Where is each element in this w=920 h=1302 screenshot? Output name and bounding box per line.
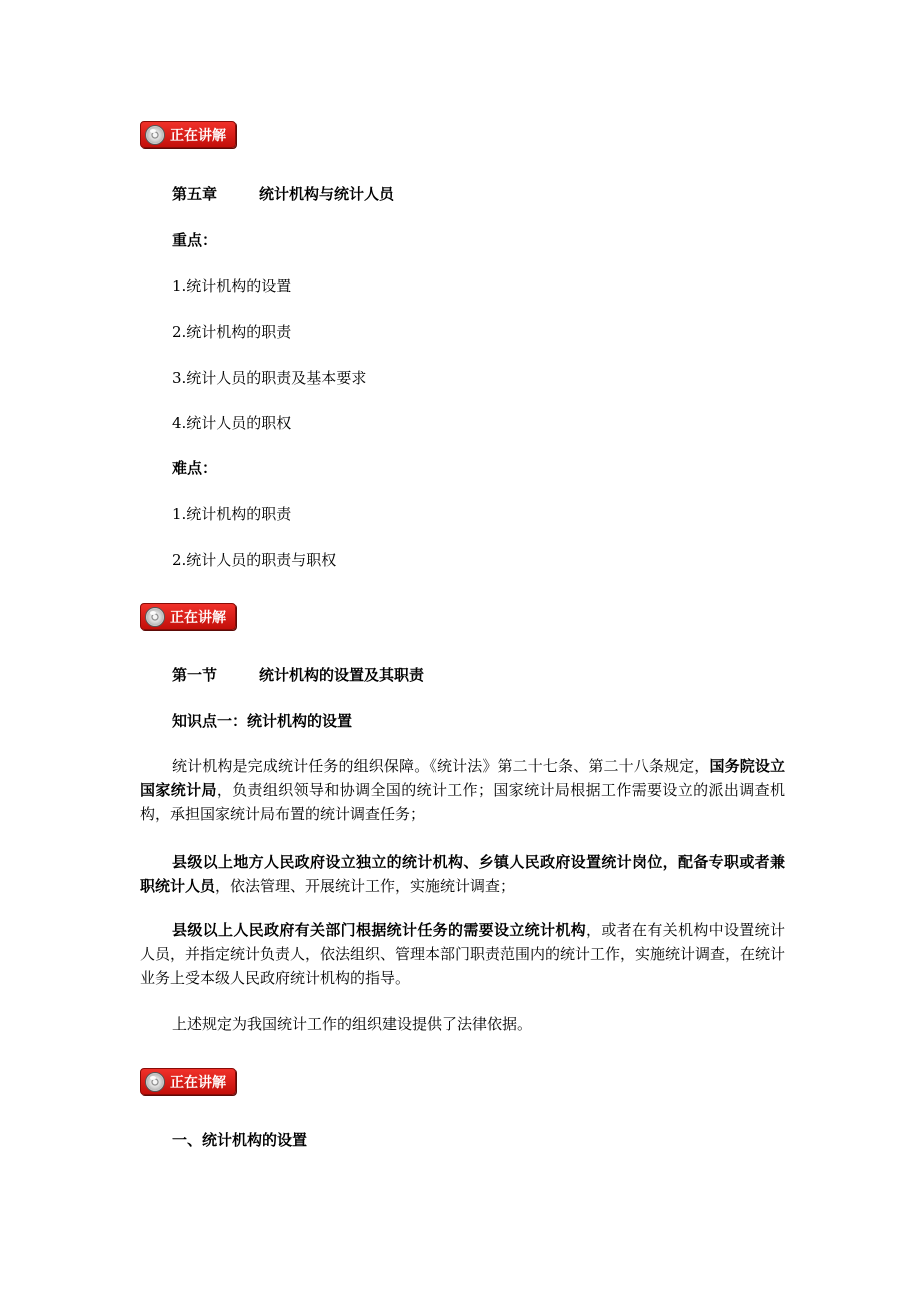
p1-text-c: ，负责组织领导和协调全国的统计工作；国家统计局根据工作需要设立的派出调查机构，承担国家统计局布置的统计调查任务； <box>140 781 785 823</box>
key-points-heading: 重点： <box>172 231 218 249</box>
p3-bold: 县级以上人民政府有关部门根据统计任务的需要设立统计机构 <box>172 921 586 939</box>
p1-text-a: 统计机构是完成统计任务的组织保障。《统计法》第二十七条、第二十八条规定， <box>172 757 710 775</box>
now-lecturing-badge <box>140 1068 236 1095</box>
section-number: 第一节 <box>172 666 218 684</box>
p2-bold: 县级以上地方人民政府设立独立的统计机构、乡镇人民政府设置统计岗位，配备专职或者兼职统计人员 <box>140 853 785 895</box>
badge-label: 正在讲解 <box>170 127 226 144</box>
difficult-point-item: 2.统计人员的职责与职权 <box>172 551 337 569</box>
key-point-item: 2.统计机构的职责 <box>172 323 292 341</box>
paragraph-3 <box>140 918 785 990</box>
paragraph-1 <box>140 754 785 826</box>
p3-text: ，或者在有关机构中设置统计人员，并指定统计负责人，依法组织、管理本部门职责范围内的统计工作，实施统计调查，在统计业务上受本级人民政府统计机构的指导。 <box>140 921 786 987</box>
section-heading <box>172 665 424 685</box>
disc-icon <box>145 1072 165 1092</box>
chapter-heading <box>172 184 394 204</box>
disc-icon <box>145 125 165 145</box>
knowledge-point-heading: 知识点一：统计机构的设置 <box>172 712 353 730</box>
paragraph-4: 上述规定为我国统计工作的组织建设提供了法律依据。 <box>172 1015 533 1033</box>
badge-label: 正在讲解 <box>170 609 226 626</box>
p2-text: ，依法管理、开展统计工作，实施统计调查； <box>215 877 516 895</box>
subheading: 一、统计机构的设置 <box>172 1131 308 1149</box>
difficult-point-item: 1.统计机构的职责 <box>172 505 292 523</box>
paragraph-2 <box>140 850 785 898</box>
section-title: 统计机构的设置及其职责 <box>259 666 425 684</box>
key-point-item: 3.统计人员的职责及基本要求 <box>172 369 367 387</box>
p1-bold: 国务院设立国家统计局 <box>140 757 785 799</box>
badge-label: 正在讲解 <box>170 1074 226 1091</box>
key-point-item: 1.统计机构的设置 <box>172 277 292 295</box>
key-point-item: 4.统计人员的职权 <box>172 414 292 432</box>
disc-icon <box>145 607 165 627</box>
chapter-number: 第五章 <box>172 185 218 203</box>
now-lecturing-badge <box>140 121 236 148</box>
now-lecturing-badge <box>140 603 236 630</box>
chapter-title: 统计机构与统计人员 <box>259 185 395 203</box>
difficult-points-heading: 难点： <box>172 459 218 477</box>
